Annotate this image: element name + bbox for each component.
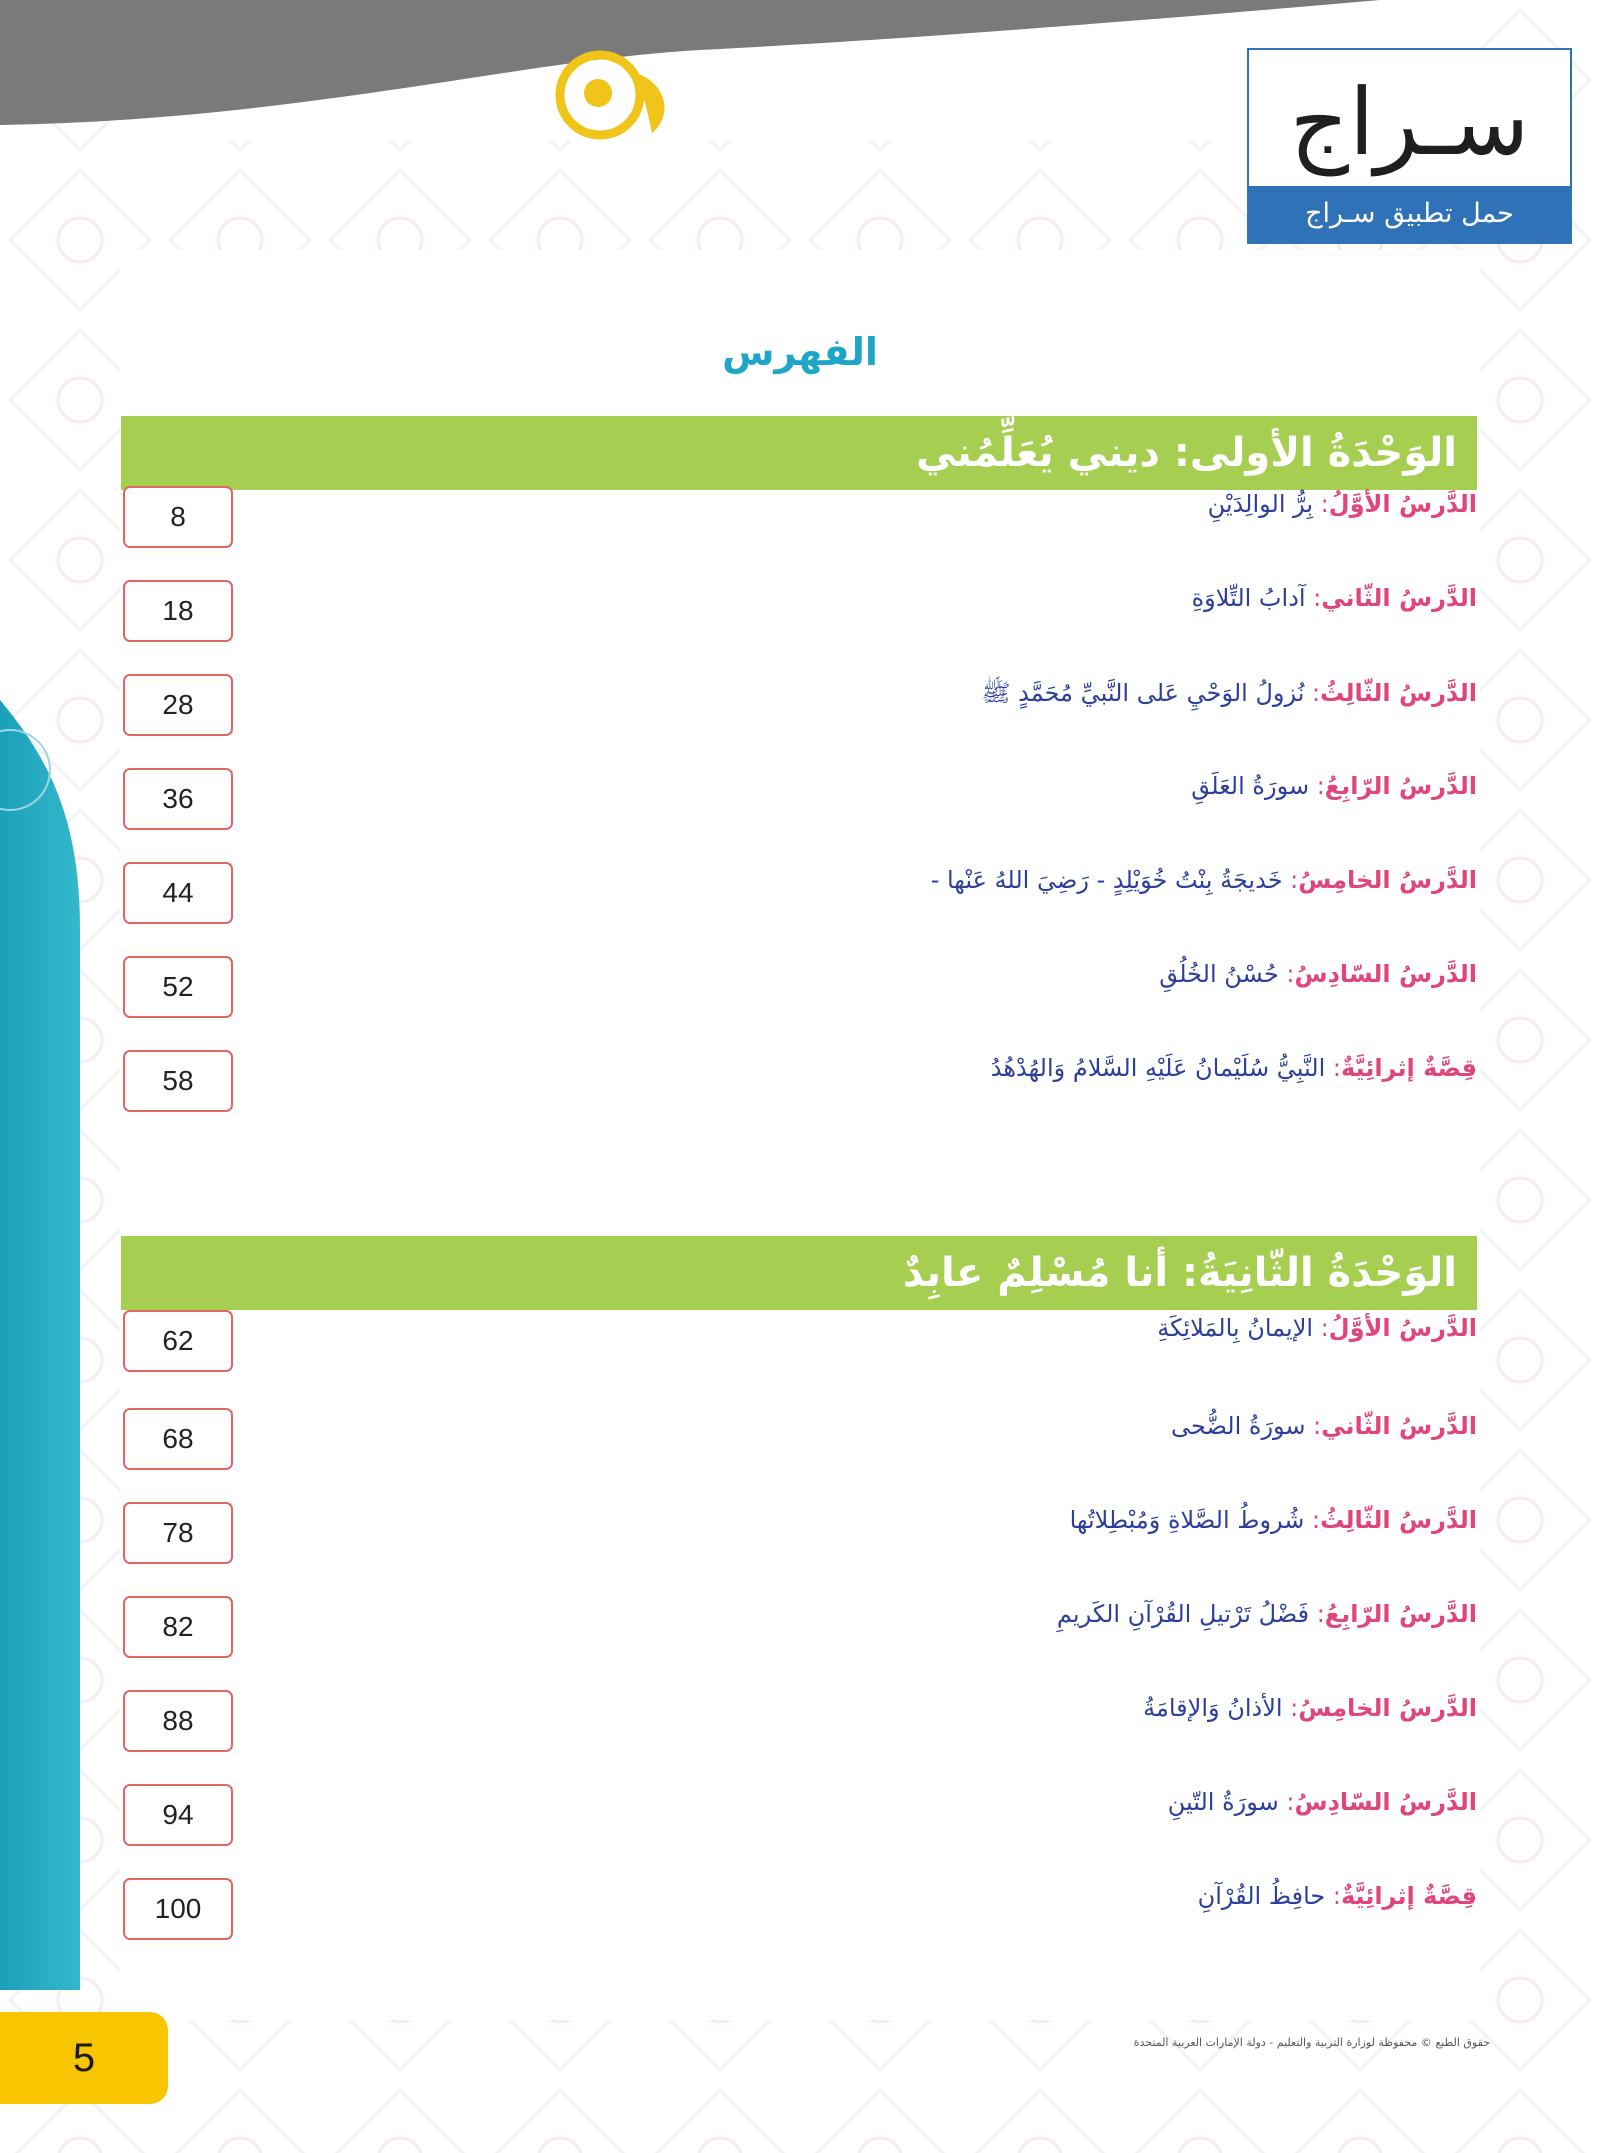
page-number-box[interactable]: 78 <box>123 1502 233 1564</box>
toc-row[interactable] <box>121 1050 1477 1120</box>
lesson-entry: الدَّرسُ الأوَّلُ: بِرُّ الوالِدَيْنِ <box>1207 490 1477 518</box>
lesson-entry: قِصَّةٌ إثرائِيَّةٌ: حافِظُ القُرْآنِ <box>1197 1882 1477 1910</box>
toc-row[interactable] <box>121 674 1477 744</box>
page-number-box[interactable]: 18 <box>123 580 233 642</box>
lesson-entry: الدَّرسُ الثّاني: آدابُ التِّلاوَةِ <box>1191 584 1477 612</box>
page-number-box[interactable]: 36 <box>123 768 233 830</box>
page-number-box[interactable]: 28 <box>123 674 233 736</box>
toc-row[interactable] <box>121 1596 1477 1666</box>
page-number-box[interactable]: 62 <box>123 1310 233 1372</box>
copyright-footer: حقوق الطبع © محفوظة لوزارة التربية والتعليم - دولة الإمارات العربية المتحدة <box>1133 2036 1490 2049</box>
logo-app-tagline: حمل تطبيق سـراج <box>1249 186 1570 242</box>
siraj-logo[interactable] <box>1247 48 1572 244</box>
index-title: الفهرس <box>722 330 878 374</box>
toc-row[interactable] <box>121 1310 1477 1380</box>
toc-row[interactable] <box>121 1408 1477 1478</box>
toc-row[interactable] <box>121 1502 1477 1572</box>
toc-row[interactable] <box>121 1690 1477 1760</box>
lesson-entry: الدَّرسُ الرّابِعُ: فَضْلُ تَرْتيلِ القُرْآنِ الكَريمِ <box>1056 1600 1477 1628</box>
toc-row[interactable] <box>121 1784 1477 1854</box>
toc-row[interactable] <box>121 862 1477 932</box>
page-number-box[interactable]: 44 <box>123 862 233 924</box>
left-decorative-panel <box>0 700 80 1990</box>
lesson-entry: الدَّرسُ السّادِسُ: حُسْنُ الخُلُقِ <box>1159 960 1477 988</box>
toc-row[interactable] <box>121 1878 1477 1948</box>
toc-row[interactable] <box>121 956 1477 1026</box>
lesson-entry: الدَّرسُ الخامِسُ: الأذانُ وَالإقامَةُ <box>1143 1694 1477 1722</box>
logo-wordmark: سـراج <box>1289 69 1530 176</box>
lesson-entry: الدَّرسُ الثّاني: سورَةُ الضُّحى <box>1170 1412 1477 1440</box>
ornament-icon <box>560 55 665 135</box>
unit-title: الوَحْدَةُ الأولى: ديني يُعَلِّمُني <box>916 430 1457 476</box>
page-number-box[interactable]: 52 <box>123 956 233 1018</box>
lesson-entry: قِصَّةٌ إثرائِيَّةٌ: النَّبِيُّ سُلَيْمانُ عَلَيْهِ السَّلامُ وَالهُدْهُدُ <box>990 1054 1477 1082</box>
page-number-box[interactable]: 8 <box>123 486 233 548</box>
unit-header <box>121 1236 1477 1310</box>
lesson-entry: الدَّرسُ الرّابِعُ: سورَةُ العَلَقِ <box>1191 772 1477 800</box>
page-number-box[interactable]: 100 <box>123 1878 233 1940</box>
unit-header <box>121 416 1477 490</box>
lesson-entry: الدَّرسُ الثّالِثُ: نُزولُ الوَحْيِ عَلى النَّبيِّ مُحَمَّدٍ ﷺ <box>981 679 1477 707</box>
lesson-entry: الدَّرسُ الخامِسُ: خَديجَةُ بِنْتُ خُوَيْلِدٍ - رَضِيَ اللهُ عَنْها - <box>930 866 1477 894</box>
page-number-box[interactable]: 58 <box>123 1050 233 1112</box>
page-number-tab: 5 <box>0 2012 168 2104</box>
lesson-entry: الدَّرسُ الثّالِثُ: شُروطُ الصَّلاةِ وَمُبْطِلاتُها <box>1069 1506 1477 1534</box>
toc-row[interactable] <box>121 580 1477 650</box>
page-number-box[interactable]: 68 <box>123 1408 233 1470</box>
page-number-box[interactable]: 94 <box>123 1784 233 1846</box>
page-number-box[interactable]: 82 <box>123 1596 233 1658</box>
toc-row[interactable] <box>121 768 1477 838</box>
page-number-box[interactable]: 88 <box>123 1690 233 1752</box>
lesson-entry: الدَّرسُ السّادِسُ: سورَةُ التّينِ <box>1167 1788 1477 1816</box>
toc-row[interactable] <box>121 486 1477 556</box>
unit-title: الوَحْدَةُ الثّانِيَةُ: أنا مُسْلِمٌ عابِدٌ <box>902 1250 1457 1296</box>
lesson-entry: الدَّرسُ الأوَّلُ: الإيمانُ بِالمَلائِكَةِ <box>1157 1314 1477 1342</box>
